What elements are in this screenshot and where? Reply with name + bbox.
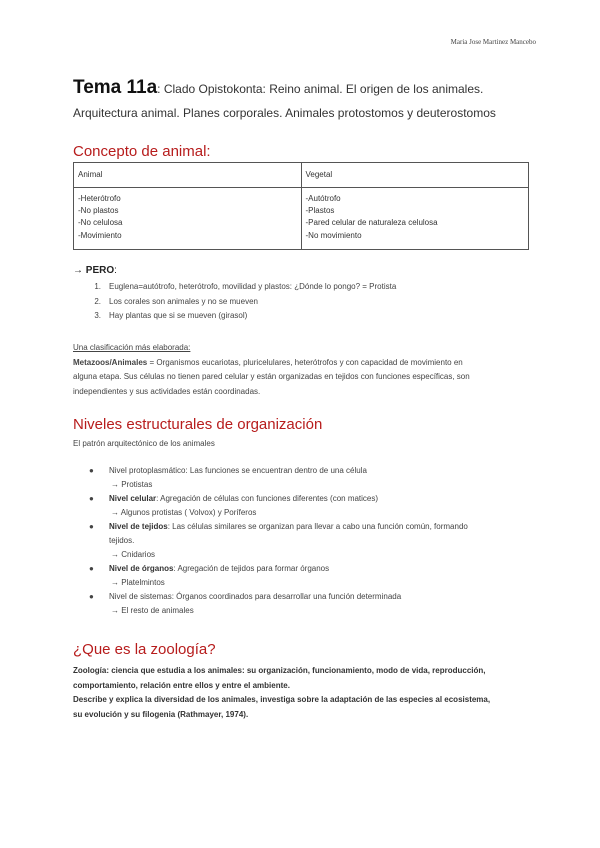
- zoologia-line: comportamiento, relación entre ellos y entre el ambiente.: [73, 680, 290, 690]
- title-topic: Tema 11a: [73, 77, 158, 98]
- cell-item: -Movimiento: [78, 230, 122, 240]
- zoologia-block: [73, 664, 533, 722]
- list-item: [73, 492, 533, 520]
- cell-item: -Autótrofo: [305, 194, 341, 203]
- zoologia-text: : ciencia que estudia a los animales: su organización, funcionamiento, modo de vida, reproducción,: [106, 666, 486, 675]
- level-text: : Las células similares se organizan para llevar a cabo una función común, formando: [167, 522, 468, 531]
- level-line: [109, 562, 533, 576]
- document-title: [73, 77, 553, 99]
- level-label: Nivel de órganos: [109, 564, 174, 573]
- table-row: [74, 188, 529, 250]
- level-example: → Protistas: [111, 480, 153, 489]
- header-vegetal: Vegetal: [301, 163, 529, 188]
- list-item: [73, 311, 396, 326]
- list-text: Euglena=autótrofo, heterótrofo, movilidad y plastos: ¿Dónde lo pongo? = Protista: [109, 282, 397, 291]
- levels-list: [73, 464, 533, 618]
- level-label: Nivel de tejidos: [109, 522, 168, 531]
- pero-list: [73, 282, 396, 326]
- level-example: → Algunos protistas ( Volvox) y Poríferos: [111, 508, 257, 517]
- level-line: [109, 520, 533, 534]
- niveles-subtitle: El patrón arquitectónico de los animales: [73, 439, 215, 448]
- cell-animal: [74, 188, 302, 250]
- heading-concepto-animal: Concepto de animal:: [73, 143, 211, 160]
- header-animal: Animal: [74, 163, 302, 188]
- zoologia-line: [73, 664, 533, 679]
- level-line: [109, 492, 533, 506]
- level-example: → Cnidarios: [111, 550, 156, 559]
- level-continuation: tejidos.: [109, 536, 135, 545]
- pero-word: PERO: [85, 265, 115, 276]
- level-example: → Platelmintos: [111, 578, 165, 587]
- cell-vegetal: [301, 188, 529, 250]
- clasificacion-text: = Organismos eucariotas, pluricelulares, heterótrofos y con capacidad de movimiento en: [147, 357, 463, 367]
- list-item: [73, 590, 533, 618]
- bullet-icon: ●: [89, 564, 94, 573]
- list-text: Hay plantas que si se mueven (girasol): [109, 311, 248, 320]
- cell-item: -No plastos: [78, 206, 119, 216]
- cell-item: -Heterótrofo: [78, 194, 121, 203]
- clasificacion-block: [73, 341, 533, 399]
- level-label: Nivel de sistemas: Órganos coordinados para desarrollar una función determinada: [109, 592, 402, 601]
- zoologia-line: su evolución y su filogenia (Rathmayer, 1974).: [73, 709, 249, 719]
- clasificacion-line: [73, 356, 533, 371]
- document-subtitle: Arquitectura animal. Planes corporales. Animales protostomos y deuterostomos: [73, 106, 496, 120]
- list-number: 2.: [94, 296, 101, 306]
- comparison-table: [73, 162, 529, 250]
- bullet-icon: ●: [89, 592, 94, 601]
- metazoos-term: Metazoos/Animales: [73, 357, 148, 367]
- list-text: Los corales son animales y no se mueven: [109, 296, 258, 306]
- arrow-right-icon: →: [73, 265, 83, 276]
- author-name: Maria Jose Martinez Mancebo: [450, 38, 536, 46]
- level-text: : Agregación de tejidos para formar órganos: [173, 564, 330, 573]
- list-number: 1.: [94, 282, 101, 291]
- heading-zoologia: ¿Que es la zoología?: [73, 641, 216, 658]
- list-number: 3.: [94, 311, 101, 320]
- zoologia-term: Zoología: [73, 666, 107, 675]
- heading-niveles: Niveles estructurales de organización: [73, 416, 323, 433]
- level-label: Nivel celular: [109, 494, 157, 503]
- pero-label: [73, 265, 117, 276]
- bullet-icon: ●: [89, 494, 94, 503]
- list-item: [73, 464, 533, 492]
- list-item: [73, 282, 396, 297]
- clasificacion-line: alguna etapa. Sus células no tienen pared celular y están organizadas en tejidos con funciones específicas, son: [73, 372, 470, 381]
- cell-item: -No movimiento: [305, 230, 362, 240]
- cell-item: -Pared celular de naturaleza celulosa: [305, 218, 438, 228]
- list-item: [73, 520, 533, 562]
- list-item: [73, 297, 396, 312]
- title-rest: : Clado Opistokonta: Reino animal. El origen de los animales.: [157, 82, 484, 96]
- level-line: [109, 464, 533, 478]
- clasificacion-line: independientes y sus actividades están coordinadas.: [73, 386, 261, 396]
- level-text: : Agregación de células con funciones diferentes (con matices): [156, 494, 379, 503]
- cell-item: -No celulosa: [78, 218, 123, 228]
- level-label: Nivel protoplasmático: Las funciones se encuentran dentro de una célula: [109, 466, 367, 475]
- list-item: [73, 562, 533, 590]
- level-line: [109, 590, 533, 604]
- pero-colon: :: [114, 265, 117, 276]
- bullet-icon: ●: [89, 466, 94, 475]
- table-header-row: [74, 163, 529, 188]
- zoologia-line: Describe y explica la diversidad de los animales, investiga sobre la adaptación de las especies al ecosistema,: [73, 695, 491, 704]
- bullet-icon: ●: [89, 522, 94, 531]
- cell-item: -Plastos: [305, 206, 335, 216]
- level-example: → El resto de animales: [111, 606, 194, 615]
- clasificacion-title: Una clasificación más elaborada:: [73, 343, 191, 352]
